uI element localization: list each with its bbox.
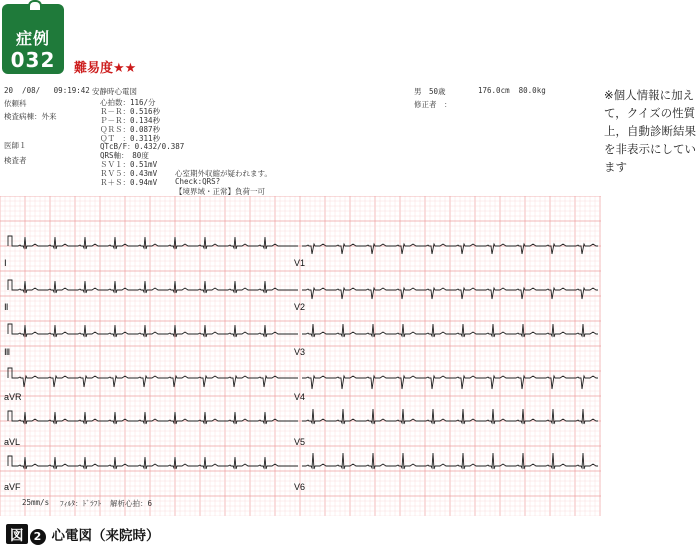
footer-filter: ﾌｨﾙﾀ：ﾄﾞﾗﾌﾄ [60, 499, 102, 508]
report-rr: Ｒ－Ｒ：0.516秒 [100, 107, 161, 116]
case-badge [2, 4, 64, 74]
report-qt: ＱＴ ：0.311秒 [100, 134, 161, 143]
side-note: ※個人情報に加えて，クイズの性質上，自動診断結果を非表示にしています [604, 88, 696, 174]
difficulty-label: 難易度 [74, 61, 114, 76]
lead-label: aVL [4, 437, 21, 447]
footer-beats: 解析心拍：6 [110, 499, 153, 508]
report-rs: Ｒ＋Ｓ：0.94mV [100, 178, 158, 187]
report-msg3: 【境界域・正常】負荷一可 [175, 187, 265, 196]
difficulty [74, 57, 136, 76]
figure-title: 心電図（来院時） [51, 528, 160, 544]
figure-caption [6, 524, 160, 545]
report-exam-type: 安静時心電図 [92, 87, 137, 96]
report-msg1: 心室期外収縮が疑われます。 [175, 169, 272, 178]
figure-label: 図 [6, 524, 28, 544]
lead-label: Ⅱ [4, 302, 9, 312]
report-doctor: 医師１ [4, 141, 27, 150]
lead-label: V5 [294, 437, 306, 447]
difficulty-stars: ★★ [113, 61, 137, 76]
report-pr: Ｐ－Ｒ：0.134秒 [100, 116, 161, 125]
ecg-trace [8, 456, 298, 469]
report-axis: QRS軸： 80度 [100, 151, 149, 160]
lead-label: V2 [294, 302, 306, 312]
ecg-trace [8, 236, 298, 249]
lead-label: aVF [4, 482, 21, 492]
report-rv5: ＲＶ５：0.43mV [100, 169, 158, 178]
report-qrs: ＱＲＳ：0.087秒 [100, 125, 161, 134]
lead-label: aVR [4, 392, 22, 402]
ecg-trace [8, 411, 298, 424]
lead-label: V6 [294, 482, 306, 492]
report-ward: 検査病棟：外来 [4, 112, 57, 121]
report-datetime: 20 /08/ 09:19:42 [4, 86, 90, 95]
case-label: 症例 [15, 29, 50, 48]
case-number: 032 [10, 48, 56, 72]
report-height-weight: 176.0cm 80.0kg [478, 86, 546, 95]
report-dept: 依頼科 [4, 99, 27, 108]
report-hr: 心拍数：116/分 [100, 98, 156, 107]
lead-label: Ⅲ [4, 347, 11, 357]
lead-label: V4 [294, 392, 306, 402]
report-sv1: ＳＶ１：0.51mV [100, 160, 158, 169]
report-msg2: Check:QRS? [175, 177, 221, 186]
lead-label: V1 [294, 258, 306, 268]
report-qtc: QTcB/F：0.432/0.387 [100, 142, 185, 151]
lead-label: V3 [294, 347, 306, 357]
report-sex-age: 男 50歳 [414, 87, 446, 96]
clipboard-clip-icon [28, 0, 42, 10]
report-tech: 検査者 [4, 156, 27, 165]
figure-number: 2 [30, 529, 46, 545]
footer-speed: 25mm/s [22, 498, 50, 507]
lead-label: Ⅰ [4, 258, 7, 268]
report-confirmed: 修正者 ： [414, 100, 452, 109]
